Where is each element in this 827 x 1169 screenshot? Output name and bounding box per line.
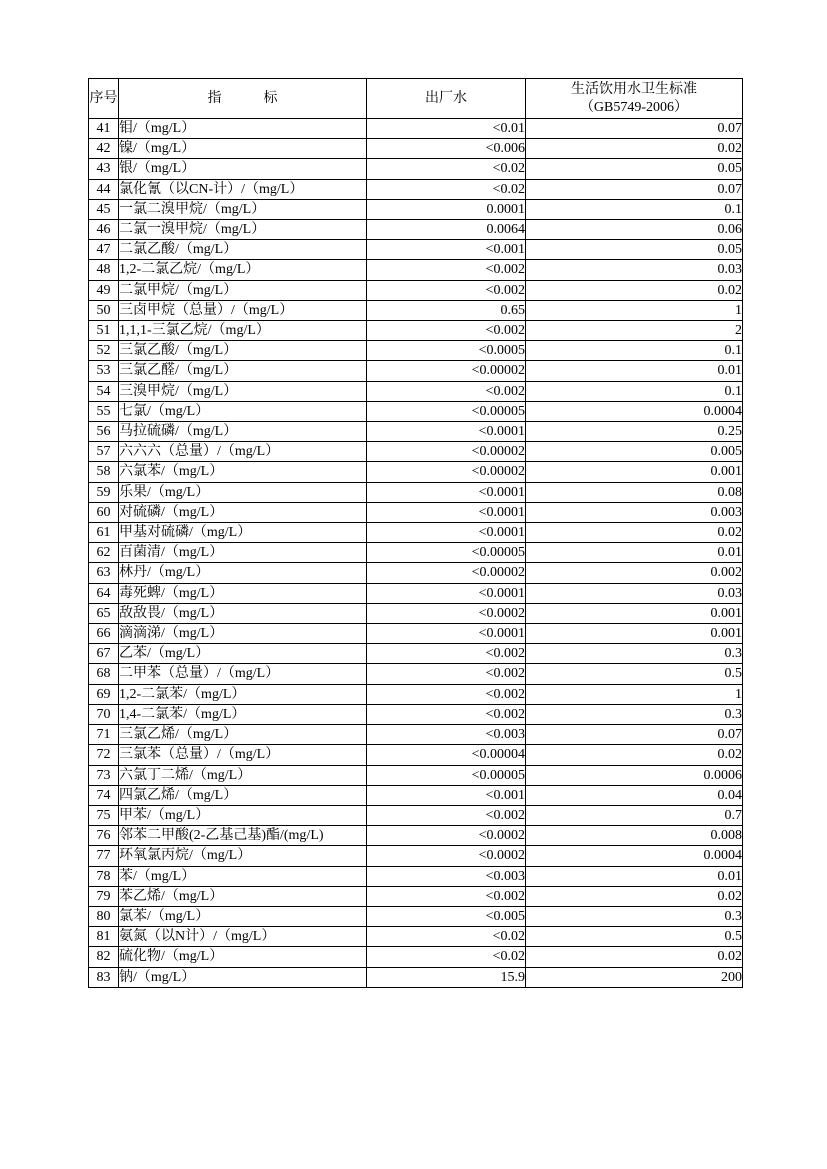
table-row (89, 704, 743, 724)
factory-water-value-cell: <0.00005 (367, 401, 526, 421)
factory-water-value-cell: <0.0001 (367, 624, 526, 644)
standard-value-cell: 0.0004 (526, 401, 743, 421)
standard-value-cell: 0.002 (526, 563, 743, 583)
indicator-cell: 三氯乙酸/（mg/L） (119, 341, 367, 361)
indicator-cell: 甲基对硫磷/（mg/L） (119, 523, 367, 543)
factory-water-value-cell: <0.00002 (367, 563, 526, 583)
indicator-cell: 滴滴涕/（mg/L） (119, 624, 367, 644)
factory-water-value-cell: <0.00005 (367, 543, 526, 563)
table-row (89, 725, 743, 745)
standard-value-cell: 0.02 (526, 139, 743, 159)
indicator-cell: 林丹/（mg/L） (119, 563, 367, 583)
col-header-factory-water: 出厂水 (367, 79, 526, 119)
factory-water-value-cell: 0.65 (367, 300, 526, 320)
table-row (89, 442, 743, 462)
table-row (89, 644, 743, 664)
table-row (89, 240, 743, 260)
indicator-cell: 乐果/（mg/L） (119, 482, 367, 502)
table-row (89, 139, 743, 159)
standard-value-cell: 0.02 (526, 523, 743, 543)
indicator-cell: 氨氮（以N计）/（mg/L） (119, 927, 367, 947)
standard-value-cell: 0.05 (526, 159, 743, 179)
table-row (89, 179, 743, 199)
col-header-standard (526, 79, 743, 119)
factory-water-value-cell: <0.00004 (367, 745, 526, 765)
standard-value-cell: 0.02 (526, 886, 743, 906)
factory-water-value-cell: <0.0002 (367, 846, 526, 866)
header-row (89, 79, 743, 119)
indicator-cell: 三氯乙烯/（mg/L） (119, 725, 367, 745)
indicator-cell: 苯乙烯/（mg/L） (119, 886, 367, 906)
water-quality-table (88, 78, 743, 988)
row-number-cell: 52 (89, 341, 119, 361)
row-number-cell: 49 (89, 280, 119, 300)
table-row (89, 906, 743, 926)
factory-water-value-cell: <0.0001 (367, 523, 526, 543)
factory-water-value-cell: 0.0064 (367, 220, 526, 240)
row-number-cell: 66 (89, 624, 119, 644)
indicator-cell: 敌敌畏/（mg/L） (119, 603, 367, 623)
factory-water-value-cell: <0.005 (367, 906, 526, 926)
factory-water-value-cell: <0.02 (367, 159, 526, 179)
indicator-cell: 苯/（mg/L） (119, 866, 367, 886)
standard-value-cell: 0.3 (526, 644, 743, 664)
standard-value-cell: 0.1 (526, 381, 743, 401)
indicator-cell: 氯苯/（mg/L） (119, 906, 367, 926)
standard-header-line2: （GB5749-2006） (579, 99, 689, 115)
row-number-cell: 55 (89, 401, 119, 421)
row-number-cell: 44 (89, 179, 119, 199)
row-number-cell: 74 (89, 785, 119, 805)
indicator-cell: 六氯苯/（mg/L） (119, 462, 367, 482)
factory-water-value-cell: 0.0001 (367, 199, 526, 219)
table-row (89, 280, 743, 300)
table-row (89, 684, 743, 704)
indicator-cell: 1,4-二氯苯/（mg/L） (119, 704, 367, 724)
row-number-cell: 68 (89, 664, 119, 684)
standard-value-cell: 0.1 (526, 199, 743, 219)
indicator-cell: 对硫磷/（mg/L） (119, 502, 367, 522)
factory-water-value-cell: <0.002 (367, 805, 526, 825)
row-number-cell: 80 (89, 906, 119, 926)
indicator-cell: 马拉硫磷/（mg/L） (119, 422, 367, 442)
factory-water-value-cell: <0.0005 (367, 341, 526, 361)
standard-value-cell: 0.0006 (526, 765, 743, 785)
standard-value-cell: 0.001 (526, 462, 743, 482)
indicator-cell: 六氯丁二烯/（mg/L） (119, 765, 367, 785)
standard-value-cell: 0.5 (526, 927, 743, 947)
row-number-cell: 50 (89, 300, 119, 320)
row-number-cell: 63 (89, 563, 119, 583)
row-number-cell: 41 (89, 119, 119, 139)
row-number-cell: 51 (89, 321, 119, 341)
indicator-cell: 四氯乙烯/（mg/L） (119, 785, 367, 805)
standard-value-cell: 0.01 (526, 361, 743, 381)
indicator-cell: 三卤甲烷（总量）/（mg/L） (119, 300, 367, 320)
table-row (89, 805, 743, 825)
standard-value-cell: 0.0004 (526, 846, 743, 866)
standard-value-cell: 0.03 (526, 583, 743, 603)
table-row (89, 826, 743, 846)
factory-water-value-cell: <0.00002 (367, 361, 526, 381)
indicator-cell: 二甲苯（总量）/（mg/L） (119, 664, 367, 684)
table-row (89, 482, 743, 502)
row-number-cell: 71 (89, 725, 119, 745)
standard-value-cell: 0.003 (526, 502, 743, 522)
factory-water-value-cell: <0.001 (367, 240, 526, 260)
table-row (89, 300, 743, 320)
indicator-cell: 环氧氯丙烷/（mg/L） (119, 846, 367, 866)
table-row (89, 927, 743, 947)
indicator-cell: 1,2-二氯乙烷/（mg/L） (119, 260, 367, 280)
row-number-cell: 54 (89, 381, 119, 401)
standard-value-cell: 0.001 (526, 624, 743, 644)
table-row (89, 745, 743, 765)
row-number-cell: 69 (89, 684, 119, 704)
factory-water-value-cell: <0.002 (367, 321, 526, 341)
table-row (89, 321, 743, 341)
standard-value-cell: 0.7 (526, 805, 743, 825)
row-number-cell: 43 (89, 159, 119, 179)
table-row (89, 866, 743, 886)
table-row (89, 563, 743, 583)
factory-water-value-cell: <0.002 (367, 664, 526, 684)
row-number-cell: 65 (89, 603, 119, 623)
row-number-cell: 57 (89, 442, 119, 462)
row-number-cell: 81 (89, 927, 119, 947)
standard-value-cell: 1 (526, 300, 743, 320)
indicator-cell: 1,1,1-三氯乙烷/（mg/L） (119, 321, 367, 341)
indicator-cell: 二氯一溴甲烷/（mg/L） (119, 220, 367, 240)
standard-value-cell: 0.001 (526, 603, 743, 623)
table-row (89, 543, 743, 563)
standard-value-cell: 1 (526, 684, 743, 704)
factory-water-value-cell: <0.006 (367, 139, 526, 159)
factory-water-value-cell: <0.0001 (367, 482, 526, 502)
table-row (89, 401, 743, 421)
standard-value-cell: 0.05 (526, 240, 743, 260)
row-number-cell: 48 (89, 260, 119, 280)
table-row (89, 603, 743, 623)
table-row (89, 967, 743, 987)
row-number-cell: 70 (89, 704, 119, 724)
standard-value-cell: 0.07 (526, 725, 743, 745)
factory-water-value-cell: <0.002 (367, 381, 526, 401)
indicator-cell: 一氯二溴甲烷/（mg/L） (119, 199, 367, 219)
indicator-cell: 二氯乙酸/（mg/L） (119, 240, 367, 260)
table-row (89, 886, 743, 906)
row-number-cell: 72 (89, 745, 119, 765)
factory-water-value-cell: <0.00005 (367, 765, 526, 785)
row-number-cell: 58 (89, 462, 119, 482)
table-row (89, 846, 743, 866)
standard-value-cell: 0.01 (526, 543, 743, 563)
indicator-cell: 银/（mg/L） (119, 159, 367, 179)
standard-value-cell: 0.07 (526, 179, 743, 199)
row-number-cell: 47 (89, 240, 119, 260)
col-header-indicator: 指 标 (119, 79, 367, 119)
standard-value-cell: 0.02 (526, 745, 743, 765)
row-number-cell: 53 (89, 361, 119, 381)
factory-water-value-cell: <0.002 (367, 280, 526, 300)
indicator-cell: 毒死蜱/（mg/L） (119, 583, 367, 603)
row-number-cell: 76 (89, 826, 119, 846)
factory-water-value-cell: <0.001 (367, 785, 526, 805)
table-row (89, 664, 743, 684)
row-number-cell: 82 (89, 947, 119, 967)
indicator-cell: 二氯甲烷/（mg/L） (119, 280, 367, 300)
row-number-cell: 79 (89, 886, 119, 906)
table-body (89, 119, 743, 988)
factory-water-value-cell: <0.0002 (367, 826, 526, 846)
row-number-cell: 64 (89, 583, 119, 603)
row-number-cell: 45 (89, 199, 119, 219)
indicator-cell: 氯化氰（以CN-计）/（mg/L） (119, 179, 367, 199)
standard-value-cell: 0.3 (526, 704, 743, 724)
indicator-cell: 七氯/（mg/L） (119, 401, 367, 421)
row-number-cell: 75 (89, 805, 119, 825)
standard-value-cell: 0.005 (526, 442, 743, 462)
table-row (89, 624, 743, 644)
factory-water-value-cell: <0.01 (367, 119, 526, 139)
row-number-cell: 60 (89, 502, 119, 522)
table-row (89, 220, 743, 240)
standard-value-cell: 0.07 (526, 119, 743, 139)
row-number-cell: 61 (89, 523, 119, 543)
table-row (89, 462, 743, 482)
factory-water-value-cell: <0.02 (367, 927, 526, 947)
table-row (89, 523, 743, 543)
factory-water-value-cell: 15.9 (367, 967, 526, 987)
factory-water-value-cell: <0.02 (367, 179, 526, 199)
indicator-cell: 钼/（mg/L） (119, 119, 367, 139)
table-row (89, 422, 743, 442)
indicator-cell: 三氯苯（总量）/（mg/L） (119, 745, 367, 765)
standard-value-cell: 0.03 (526, 260, 743, 280)
table-row (89, 159, 743, 179)
row-number-cell: 78 (89, 866, 119, 886)
table-row (89, 583, 743, 603)
table-row (89, 199, 743, 219)
row-number-cell: 46 (89, 220, 119, 240)
indicator-cell: 1,2-二氯苯/（mg/L） (119, 684, 367, 704)
table-row (89, 260, 743, 280)
indicator-cell: 乙苯/（mg/L） (119, 644, 367, 664)
table-row (89, 341, 743, 361)
row-number-cell: 83 (89, 967, 119, 987)
factory-water-value-cell: <0.00002 (367, 462, 526, 482)
table-row (89, 119, 743, 139)
standard-value-cell: 0.25 (526, 422, 743, 442)
row-number-cell: 42 (89, 139, 119, 159)
standard-value-cell: 0.02 (526, 280, 743, 300)
indicator-cell: 三溴甲烷/（mg/L） (119, 381, 367, 401)
table-row (89, 765, 743, 785)
factory-water-value-cell: <0.02 (367, 947, 526, 967)
row-number-cell: 77 (89, 846, 119, 866)
factory-water-value-cell: <0.002 (367, 684, 526, 704)
row-number-cell: 56 (89, 422, 119, 442)
row-number-cell: 62 (89, 543, 119, 563)
row-number-cell: 59 (89, 482, 119, 502)
standard-value-cell: 0.008 (526, 826, 743, 846)
table-row (89, 502, 743, 522)
indicator-cell: 镍/（mg/L） (119, 139, 367, 159)
standard-value-cell: 0.01 (526, 866, 743, 886)
table-row (89, 785, 743, 805)
indicator-cell: 三氯乙醛/（mg/L） (119, 361, 367, 381)
factory-water-value-cell: <0.002 (367, 260, 526, 280)
factory-water-value-cell: <0.00002 (367, 442, 526, 462)
factory-water-value-cell: <0.0001 (367, 422, 526, 442)
factory-water-value-cell: <0.0002 (367, 603, 526, 623)
standard-value-cell: 0.02 (526, 947, 743, 967)
factory-water-value-cell: <0.002 (367, 704, 526, 724)
row-number-cell: 73 (89, 765, 119, 785)
indicator-cell: 钠/（mg/L） (119, 967, 367, 987)
indicator-cell: 硫化物/（mg/L） (119, 947, 367, 967)
factory-water-value-cell: <0.003 (367, 725, 526, 745)
table-row (89, 361, 743, 381)
factory-water-value-cell: <0.003 (367, 866, 526, 886)
standard-value-cell: 0.3 (526, 906, 743, 926)
standard-value-cell: 0.04 (526, 785, 743, 805)
table-row (89, 381, 743, 401)
factory-water-value-cell: <0.0001 (367, 583, 526, 603)
factory-water-value-cell: <0.002 (367, 644, 526, 664)
standard-value-cell: 2 (526, 321, 743, 341)
indicator-cell: 六六六（总量）/（mg/L） (119, 442, 367, 462)
indicator-cell: 甲苯/（mg/L） (119, 805, 367, 825)
factory-water-value-cell: <0.002 (367, 886, 526, 906)
indicator-cell: 百菌清/（mg/L） (119, 543, 367, 563)
col-header-no: 序号 (89, 79, 119, 119)
standard-header-line1: 生活饮用水卫生标准 (571, 81, 697, 97)
standard-value-cell: 0.1 (526, 341, 743, 361)
factory-water-value-cell: <0.0001 (367, 502, 526, 522)
indicator-cell: 邻苯二甲酸(2-乙基己基)酯/(mg/L) (119, 826, 367, 846)
standard-value-cell: 0.5 (526, 664, 743, 684)
standard-value-cell: 0.08 (526, 482, 743, 502)
row-number-cell: 67 (89, 644, 119, 664)
standard-value-cell: 0.06 (526, 220, 743, 240)
table-row (89, 947, 743, 967)
standard-value-cell: 200 (526, 967, 743, 987)
